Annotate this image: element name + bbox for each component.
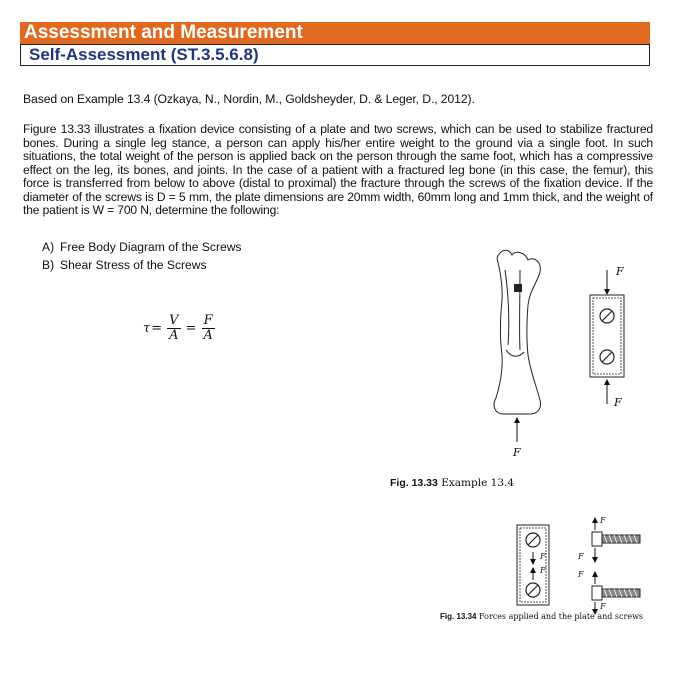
force-label: F [614,396,622,409]
screw-top [592,532,640,546]
item-label: Free Body Diagram of the Screws [60,240,242,254]
force-label: F [600,602,606,611]
figure-13-33-caption [390,477,514,489]
force-label: F [513,446,521,459]
force-label: F [578,570,584,579]
plate-and-screws [590,295,624,377]
force-label: F [600,516,606,525]
fraction-denominator: A [169,328,179,343]
reference-note: Based on Example 13.4 (Ozkaya, N., Nordin, M., Goldsheyder, D. & Leger, D., 2012). [23,92,475,106]
fraction-numerator: F [203,313,213,328]
subsection-title: Self-Assessment (ST.3.5.6.8) [29,45,259,64]
formula-equals: = [185,321,197,336]
plate-marker [514,284,522,292]
small-plate [517,525,549,605]
caption-text: Forces applied and the plate and screws [479,612,644,621]
force-label: F [540,552,546,561]
caption-text: Example 13.4 [441,477,515,489]
formula-lhs: τ [143,321,151,336]
item-key: B) [42,258,55,272]
problem-statement: Figure 13.33 illustrates a fixation device consisting of a plate and two screws, which can be used to stabilize fractured bones. During a single leg stance, a person can apply his/her entire weight to the ground via a single foot. In such situations, the total weight of the person is applied back on the person through the same foot, which has a compressive effect on the leg, its bones, and joints. In the case of a patient with a fractured leg bone (in this case, the femur), this force is transferred from below to above (distal to proximal) the fracture through the screws of the fixation device. If the diameter of the screws is D = 5 mm, the plate dimensions are 20mm width, 60mm long and 1mm thick, and the weight of the patient is W = 700 N, determine the following: [23,122,653,217]
caption-number: Fig. 13.33 [390,477,438,489]
screw-bottom [592,586,640,600]
item-label: Shear Stress of the Screws [60,258,207,272]
fraction-numerator: V [169,313,179,328]
caption-number: Fig. 13.34 [440,612,477,621]
fraction-denominator: A [203,328,213,343]
force-label: F [578,552,584,561]
leg-drawing [494,250,540,414]
force-label: F [540,566,546,575]
formula-equals: = [151,321,163,336]
force-label: F [616,265,624,278]
figure-13-34-caption [440,612,643,621]
section-title: Assessment and Measurement [24,22,303,43]
item-key: A) [42,240,55,254]
